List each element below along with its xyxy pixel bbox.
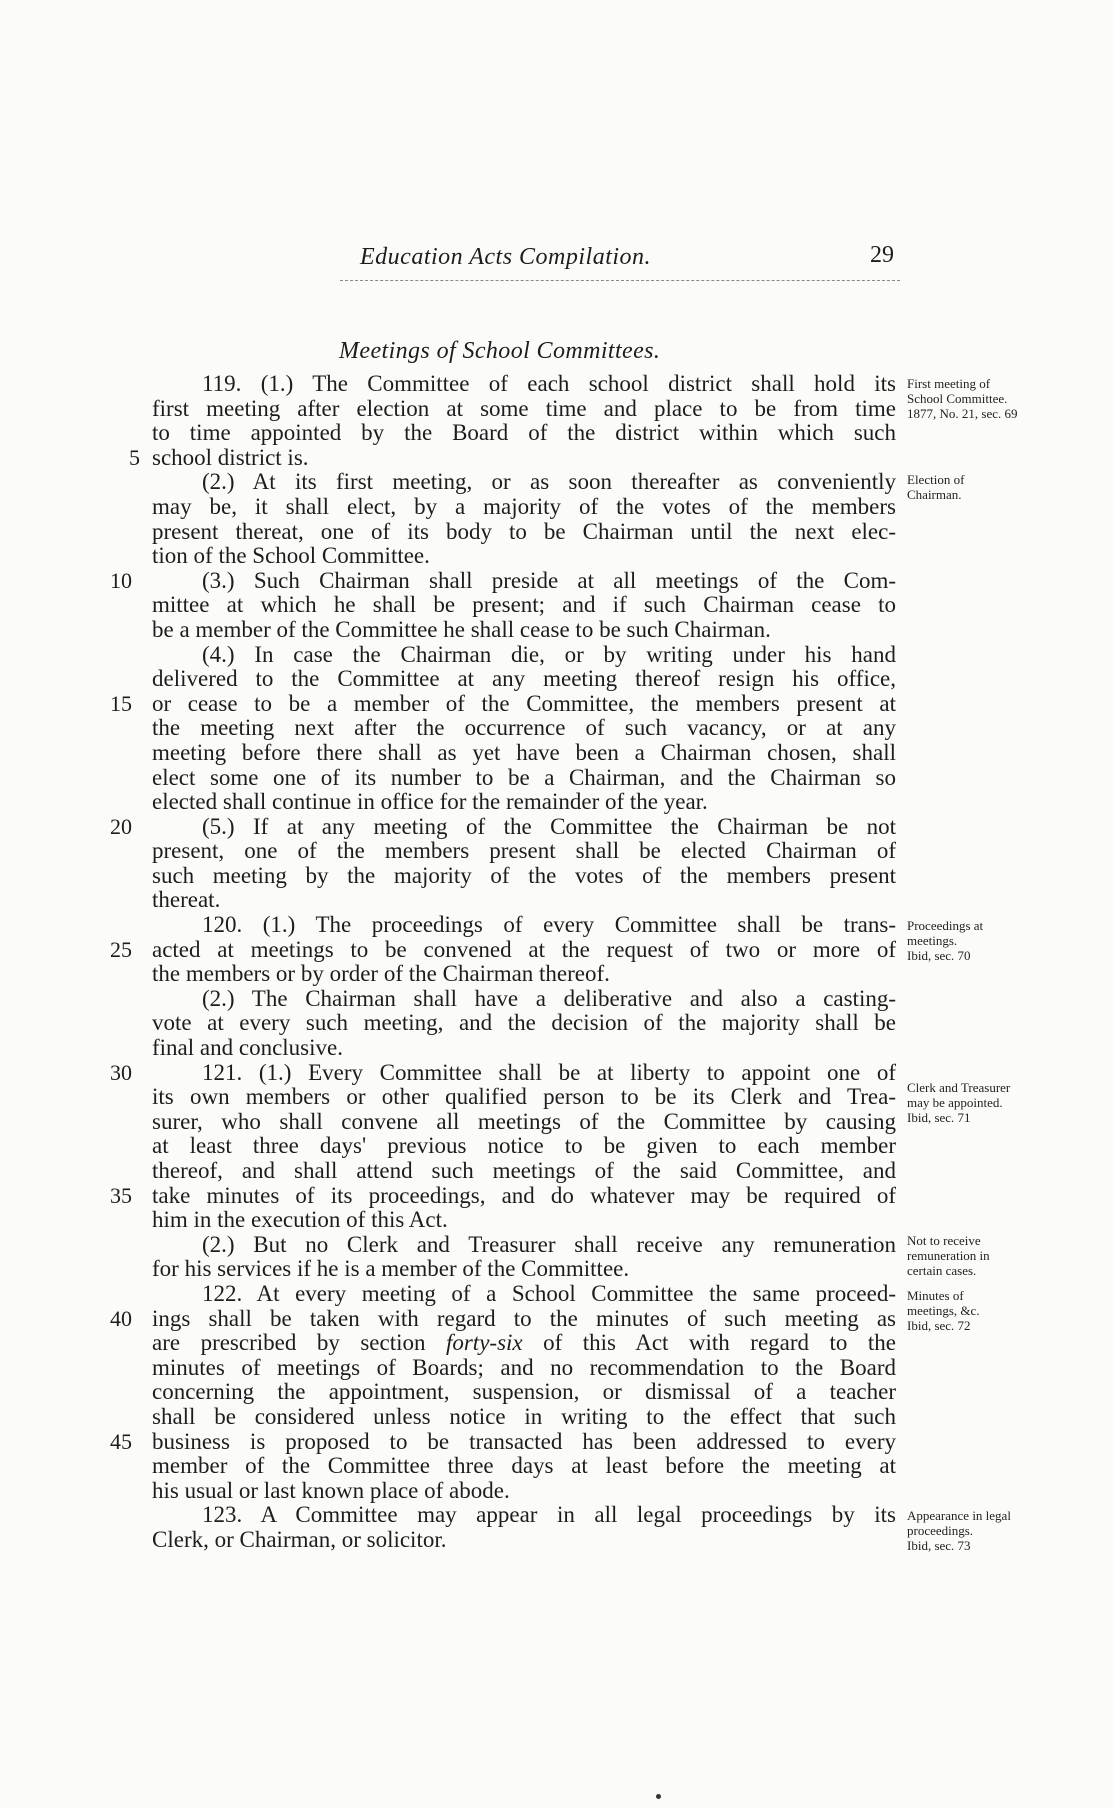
line-text: 122. At every meeting of a School Committee the same proceed- [202, 1280, 896, 1306]
line-text: (4.) In case the Chairman die, or by writing under his hand [202, 641, 896, 667]
line-text: 121. (1.) Every Committee shall be at liberty to appoint one of [202, 1059, 896, 1085]
body-line [110, 1428, 896, 1455]
line-text: (2.) But no Clerk and Treasurer shall receive any remuneration [202, 1231, 896, 1257]
margin-note-line: may be appointed. [907, 1095, 1003, 1110]
line-text: present thereat, one of its body to be Chairman until the next elec- [152, 518, 896, 544]
line-number: 5 [129, 444, 140, 470]
body-line [152, 520, 896, 545]
margin-note-line: Proceedings at [907, 918, 984, 933]
line-text: are prescribed by section [152, 1330, 446, 1356]
line-text: his usual or last known place of abode. [152, 1477, 510, 1503]
body-line [152, 593, 896, 618]
line-text: him in the execution of this Act. [152, 1207, 448, 1233]
line-text: acted at meetings to be convened at the request of two or more of [152, 936, 896, 962]
line-text: thereof, and shall attend such meetings of the said Committee, and [152, 1158, 896, 1183]
margin-note-line: meetings. [907, 933, 958, 948]
margin-note-line: Minutes of [907, 1288, 964, 1303]
line-text: first meeting after election at some time and place to be from time [152, 395, 896, 421]
margin-note-line: 1877, No. 21, sec. 69 [907, 406, 1018, 421]
body-line [152, 1405, 896, 1430]
body-line [152, 962, 896, 987]
body-line [152, 1528, 896, 1553]
body-line [152, 1036, 896, 1061]
line-number: 15 [110, 690, 132, 716]
line-text: tion of the School Committee. [152, 543, 430, 569]
body-line [110, 936, 896, 963]
body-line [152, 1257, 896, 1282]
line-text: thereat. [152, 887, 221, 913]
section-heading: Meetings of School Committees. [339, 338, 661, 364]
line-text: (5.) If at any meeting of the Committee the Chairman be not [202, 813, 896, 839]
margin-note [907, 918, 983, 963]
line-text: for his services if he is a member of the Committee. [152, 1256, 630, 1282]
body-line [152, 864, 896, 889]
page-header [340, 244, 920, 284]
line-number: 45 [110, 1428, 132, 1454]
margin-note-line: First meeting of [907, 376, 991, 391]
body-line [152, 1479, 896, 1504]
line-text: minutes of meetings of Boards; and no recommendation to the Board [152, 1354, 896, 1380]
line-text: Clerk, or Chairman, or solicitor. [152, 1526, 447, 1552]
body-line [152, 987, 896, 1012]
body-line [152, 790, 896, 815]
body-line [110, 567, 896, 594]
margin-note-line: Not to receive [907, 1233, 981, 1248]
line-text: 120. (1.) The proceedings of every Committee shall be trans- [202, 912, 896, 938]
line-text: concerning the appointment, suspension, or dismissal of a teacher [152, 1379, 896, 1405]
body-line [129, 444, 896, 471]
body-line [152, 1380, 896, 1405]
body-line [152, 1282, 896, 1307]
margin-note [907, 376, 1018, 421]
margin-note-line: School Committee. [907, 391, 1008, 406]
line-number: 30 [110, 1059, 132, 1085]
body-line [152, 1233, 896, 1258]
margin-note-line: Ibid, sec. 70 [907, 948, 971, 963]
line-number: 10 [110, 567, 132, 593]
italic-text: forty-six [445, 1330, 523, 1356]
line-text: meeting before there shall as yet have been a Chairman chosen, shall [152, 739, 896, 765]
line-text: be a member of the Committee he shall cease to be such Chairman. [152, 616, 771, 642]
body-line [110, 690, 896, 717]
body-line [152, 1011, 896, 1036]
margin-note-line: Election of [907, 472, 965, 487]
body-line [152, 1159, 896, 1184]
body-line [152, 544, 896, 569]
body-line [152, 1085, 896, 1110]
line-number: 25 [110, 936, 132, 962]
line-text: the meeting next after the occurrence of such vacancy, or at any [152, 715, 896, 741]
line-text: vote at every such meeting, and the decision of the majority shall be [152, 1010, 896, 1036]
body-line [152, 1208, 896, 1233]
margin-note-line: Ibid, sec. 72 [907, 1318, 971, 1333]
line-text: delivered to the Committee at any meeting thereof resign his office, [152, 666, 896, 692]
line-number: 20 [110, 813, 132, 839]
body-line [152, 766, 896, 791]
line-number: 40 [110, 1305, 132, 1331]
body-line [152, 1503, 896, 1528]
body-line [110, 1059, 896, 1086]
line-text: may be, it shall elect, by a majority of the votes of the members [152, 493, 896, 519]
body-line [152, 913, 896, 938]
line-text: its own members or other qualified person to be its Clerk and Trea- [152, 1084, 896, 1110]
line-text: mittee at which he shall be present; and if such Chairman cease to [152, 592, 896, 618]
body-line [152, 1356, 896, 1381]
margin-note-line: proceedings. [907, 1523, 974, 1538]
body-line [152, 495, 896, 520]
margin-note-line: Chairman. [907, 487, 962, 502]
line-text: ings shall be taken with regard to the minutes of such meeting as [152, 1305, 896, 1331]
margin-note [907, 1233, 990, 1278]
line-text: member of the Committee three days at least before the meeting at [152, 1453, 896, 1479]
body-line [152, 667, 896, 692]
body-line [152, 372, 896, 397]
body-line [152, 1110, 896, 1135]
margin-note [907, 1080, 1010, 1125]
line-text: the members or by order of the Chairman thereof. [152, 961, 610, 987]
margin-note-line: certain cases. [907, 1263, 977, 1278]
running-title: Education Acts Compilation. [360, 244, 652, 270]
line-text: surer, who shall convene all meetings of the Committee by causing [152, 1108, 896, 1134]
line-text: of this Act with regard to the [522, 1330, 896, 1356]
body-line [110, 1182, 896, 1209]
line-text: present, one of the members present shall be elected Chairman of [152, 838, 896, 864]
line-text: shall be considered unless notice in writing to the effect that such [152, 1403, 896, 1429]
margin-note-line: Ibid, sec. 71 [907, 1110, 971, 1125]
margin-note-line: Clerk and Treasurer [907, 1080, 1011, 1095]
body-line [152, 1134, 896, 1159]
line-text: business is proposed to be transacted has been addressed to every [152, 1428, 896, 1454]
body-line [152, 888, 896, 913]
margin-note [907, 472, 964, 502]
margin-note-line: Appearance in legal [907, 1508, 1011, 1523]
line-text: elect some one of its number to be a Chairman, and the Chairman so [152, 764, 896, 790]
body-line [152, 643, 896, 668]
line-text: school district is. [152, 444, 309, 470]
margin-note [907, 1508, 1011, 1553]
body-line [152, 397, 896, 422]
body-line [110, 1305, 896, 1332]
body-line [152, 421, 896, 446]
margin-note-line: meetings, &c. [907, 1303, 980, 1318]
body-line [152, 1454, 896, 1479]
body-line [152, 741, 896, 766]
margin-note-line: Ibid, sec. 73 [907, 1538, 971, 1553]
line-text: 123. A Committee may appear in all legal proceedings by its [202, 1502, 896, 1528]
body-line [152, 618, 896, 643]
body-line [110, 813, 896, 840]
line-text: (3.) Such Chairman shall preside at all meetings of the Com- [202, 567, 896, 593]
line-text: at least three days' previous notice to be given to each member [152, 1133, 896, 1159]
line-text: take minutes of its proceedings, and do whatever may be required of [152, 1182, 896, 1208]
line-text: (2.) At its first meeting, or as soon thereafter as conveniently [202, 469, 896, 495]
line-text: elected shall continue in office for the remainder of the year. [152, 789, 708, 815]
line-text: to time appointed by the Board of the district within which such [152, 420, 896, 446]
line-text: 119. (1.) The Committee of each school district shall hold its [202, 371, 896, 396]
line-text: or cease to be a member of the Committee, the members present at [152, 690, 896, 716]
body-line [152, 839, 896, 864]
margin-note-line: remuneration in [907, 1248, 990, 1263]
line-text: such meeting by the majority of the votes of the members present [152, 862, 896, 888]
body-line [152, 716, 896, 741]
page-number: 29 [870, 242, 894, 268]
line-text: final and conclusive. [152, 1035, 343, 1061]
margin-note [907, 1288, 980, 1333]
body-line [152, 470, 896, 495]
statute-body-text [110, 371, 896, 1553]
line-number: 35 [110, 1182, 132, 1208]
line-text: (2.) The Chairman shall have a deliberative and also a casting- [202, 985, 896, 1011]
print-speck [656, 1794, 661, 1799]
header-rule [340, 280, 900, 281]
body-line [152, 1331, 896, 1356]
